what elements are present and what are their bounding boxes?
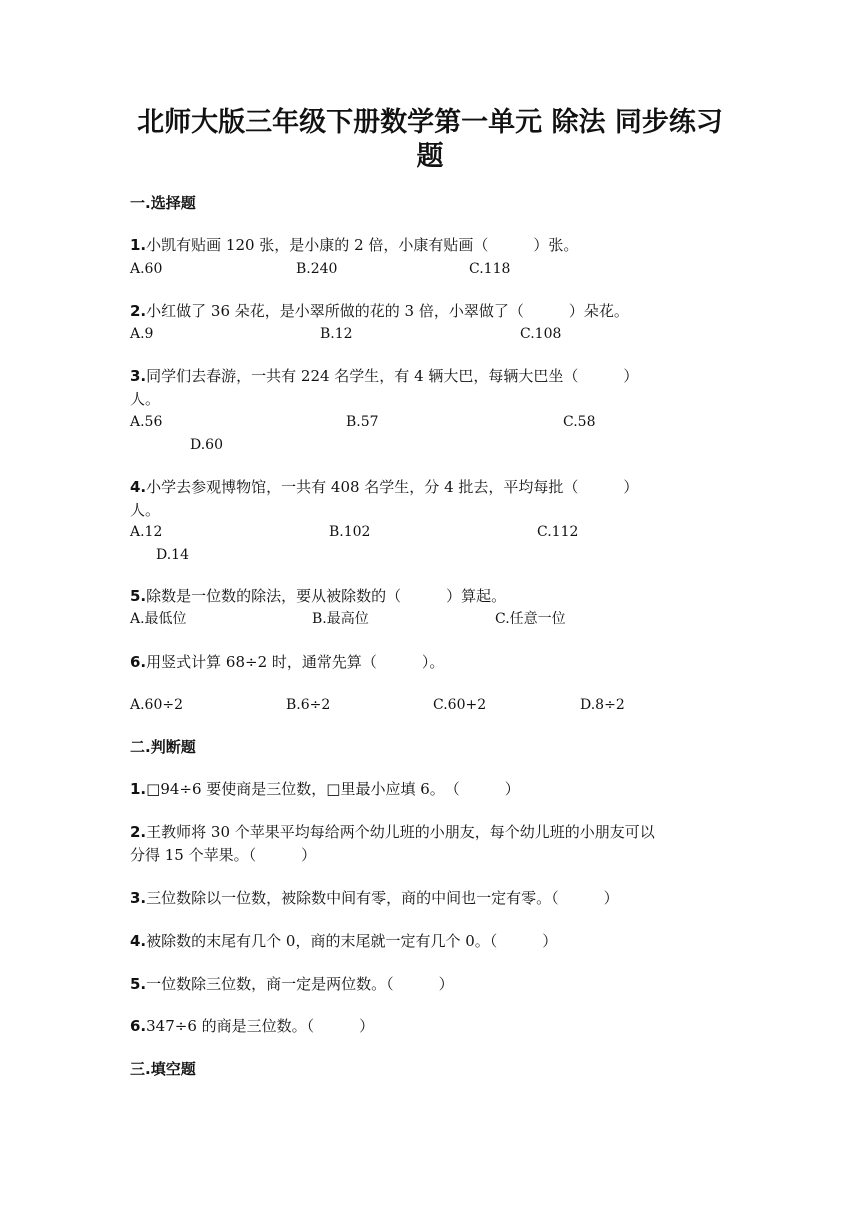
question-number: 5.	[130, 975, 147, 993]
option-d: D.8÷2	[580, 697, 625, 713]
question-choice-1	[130, 235, 578, 255]
question-text: 一位数除三位数，商一定是两位数。（ ）	[146, 975, 454, 993]
option-b: B.6÷2	[286, 697, 331, 713]
question-number: 2.	[130, 302, 147, 320]
question-judge-1	[130, 779, 520, 799]
question-text: 同学们去春游，一共有 224 名学生，有 4 辆大巴，每辆大巴坐（ ）	[146, 367, 639, 385]
question-number: 6.	[130, 1017, 147, 1035]
section-heading-fill-blank: 三.填空题	[130, 1060, 196, 1078]
question-number: 2.	[130, 823, 147, 841]
option-a: A.最低位	[130, 611, 187, 627]
question-text-continued: 人。	[130, 501, 161, 519]
question-text: 小学去参观博物馆，一共有 408 名学生，分 4 批去，平均每批（ ）	[146, 478, 639, 496]
page-title-line-1: 北师大版三年级下册数学第一单元 除法 同步练习	[137, 107, 723, 138]
question-choice-3	[130, 366, 638, 386]
question-choice-4	[130, 477, 638, 497]
question-number: 1.	[130, 236, 147, 254]
option-b: B.102	[329, 524, 371, 540]
option-b: B.57	[346, 414, 379, 430]
option-a: A.60	[130, 261, 163, 277]
question-number: 6.	[130, 653, 147, 671]
option-d: D.14	[156, 547, 189, 563]
question-text-continued: 人。	[130, 390, 161, 408]
question-text: 小凯有贴画 120 张，是小康的 2 倍，小康有贴画（ ）张。	[146, 236, 579, 254]
question-text: 三位数除以一位数，被除数中间有零，商的中间也一定有零。（ ）	[146, 889, 619, 907]
option-b: B.12	[320, 326, 353, 342]
question-judge-4	[130, 931, 557, 951]
question-judge-5	[130, 974, 454, 994]
question-number: 3.	[130, 367, 147, 385]
question-judge-6	[130, 1016, 374, 1036]
question-judge-2	[130, 822, 655, 842]
question-text: 用竖式计算 68÷2 时，通常先算（ ）。	[146, 653, 445, 671]
question-choice-5	[130, 586, 506, 606]
question-text: 347÷6 的商是三位数。（ ）	[146, 1017, 375, 1035]
question-text: 被除数的末尾有几个 0，商的末尾就一定有几个 0。（ ）	[146, 932, 558, 950]
option-d: D.60	[190, 437, 223, 453]
question-text: □94÷6 要使商是三位数，□里最小应填 6。 （ ）	[146, 780, 520, 798]
option-a: A.56	[130, 414, 163, 430]
question-choice-6	[130, 652, 444, 672]
section-heading-choice: 一.选择题	[130, 194, 196, 212]
option-c: C.118	[469, 261, 511, 277]
question-text: 王教师将 30 个苹果平均每给两个幼儿班的小朋友，每个幼儿班的小朋友可以	[146, 823, 655, 841]
section-heading-judge: 二.判断题	[130, 738, 196, 756]
option-b: B.240	[296, 261, 338, 277]
question-number: 5.	[130, 587, 147, 605]
question-text-continued: 分得 15 个苹果。（ ）	[130, 846, 317, 864]
question-text: 小红做了 36 朵花，是小翠所做的花的 3 倍，小翠做了（ ）朵花。	[146, 302, 629, 320]
option-c: C.60+2	[433, 697, 487, 713]
question-number: 4.	[130, 932, 147, 950]
option-c: C.108	[520, 326, 562, 342]
question-number: 4.	[130, 478, 147, 496]
option-c: C.任意一位	[495, 611, 566, 627]
question-text: 除数是一位数的除法，要从被除数的（ ）算起。	[146, 587, 507, 605]
option-c: C.112	[537, 524, 579, 540]
option-a: A.9	[130, 326, 154, 342]
question-judge-3	[130, 888, 619, 908]
option-b: B.最高位	[312, 611, 369, 627]
question-choice-2	[130, 301, 629, 321]
option-c: C.58	[563, 414, 596, 430]
option-a: A.12	[130, 524, 163, 540]
option-a: A.60÷2	[130, 697, 184, 713]
question-number: 1.	[130, 780, 147, 798]
question-number: 3.	[130, 889, 147, 907]
page-title-line-2: 题	[416, 141, 444, 172]
